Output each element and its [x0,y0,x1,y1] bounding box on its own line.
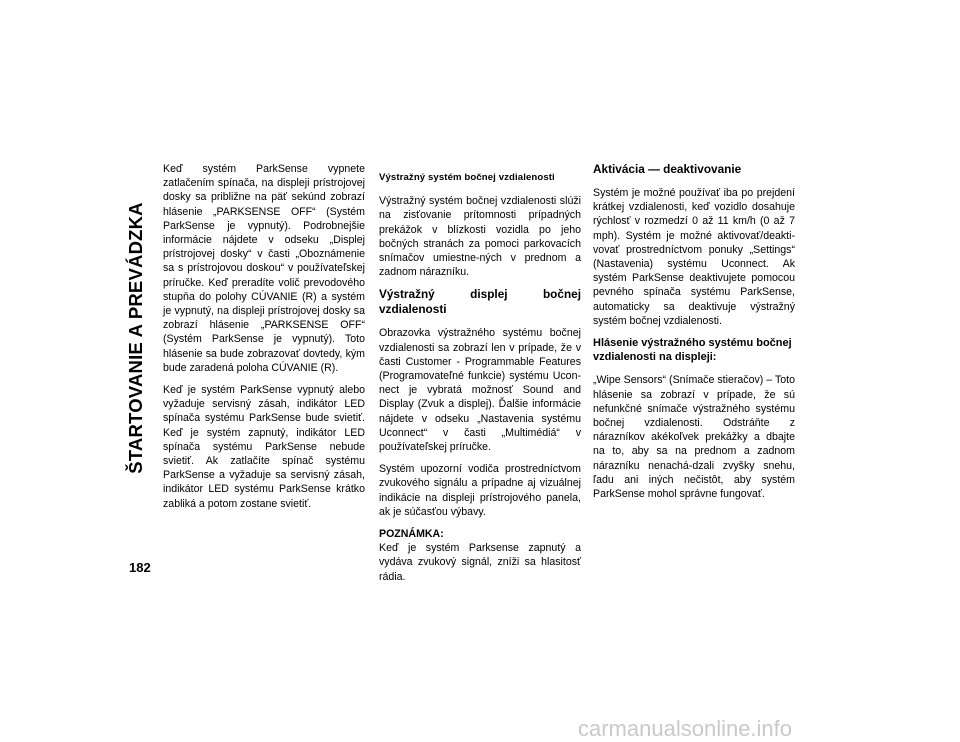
paragraph: „Wipe Sensors“ (Snímače stieračov) – Toto hlásenie sa zobrazí v prípade, že sú nefunkčné snímače výstražného systému bočnej vzdialenosti. Odstráňte z nárazníkov akékoľvek prekážky a dbajte na to, aby sa na prednom a zadnom nárazníku nenachá-dzali zvyšky snehu, ľadu ani iných nečistôt, aby systém ParkSense mohol správne fungovať. [593,374,795,501]
heading-display-message: Hlásenie výstražného systému bočnej vzdialenosti na displeji: [593,337,792,364]
paragraph: Keď je systém ParkSense vypnutý alebo vyžaduje servisný zásah, indikátor LED spínača systému ParkSense bude svietiť. Keď je systém zapnutý, indikátor LED spínača systému ParkSense nebude svietiť. Ak zatlačíte spínač systému ParkSense a vyžaduje sa servisný zásah, indikátor LED systému ParkSense krátko zabliká a potom zostane svietiť. [163,384,365,510]
note-text: Keď je systém Parksense zapnutý a vydáva zvukový signál, zníži sa hlasitosť rádia. [379,542,581,583]
section-side-tab [118,160,154,515]
paragraph: Keď systém ParkSense vypnete zatlačením spínača, na displeji prístrojovej dosky sa približne na päť sekúnd zobrazí hlásenie „PARKSENSE OFF“ (Systém ParkSense je vypnutý). Podrobnejšie informácie nájdete v odseku „Displej prístrojovej dosky“ v časti „Oboznámenie sa s prístrojovou doskou“ v používateľskej príručke. Keď preradíte volič prevodového stupňa do polohy CÚVANIE (R) a systém je vypnutý, na displeji prístrojovej dosky sa zobrazí hlásenie „PARKSENSE OFF“ (Systém ParkSense je vypnutý). Toto hlásenie sa bude zobrazovať dovtedy, kým bude zaradená poloha CÚVANIE (R). [163,163,365,374]
watermark: carmanualsonline.info [578,716,793,741]
column-middle [379,171,581,592]
column-right [593,162,795,509]
section-title: ŠTARTOVANIE A PREVÁDZKA [125,201,146,474]
heading-side-distance-display: Výstražný displej bočnej vzdialenosti [379,287,581,317]
heading-side-distance-warning: Výstražný systém bočnej vzdialenosti [379,172,555,183]
page-number: 182 [129,560,151,575]
heading-activation: Aktivácia — deaktivovanie [593,162,742,176]
column-left [163,162,365,519]
paragraph: Systém upozorní vodiča prostredníctvom zvukového signálu a prípadne aj vizuálnej indikácie na displeji prístrojového panela, ak je súčasťou výbavy. [379,463,581,518]
note [379,527,581,584]
paragraph: Obrazovka výstražného systému bočnej vzdialenosti sa zobrazí len v prípade, že v časti Customer - Programmable Features (Programovateľné funkcie) systému Ucon-nect je vybratá možnosť Sound and Display (Zvuk a displej). Ďalšie informácie nájdete v odseku „Nastavenia systému Uconnect“ v časti „Multimédiá“ v používateľskej príručke. [379,327,581,454]
paragraph: Systém je možné používať iba po prejdení krátkej vzdialenosti, keď vozidlo dosahuje rýchlosť v rozmedzí 0 až 11 km/h (0 až 7 mph). Systém je možné aktivovať/deakti-vovať prostredníctvom ponuky „Settings“ (Nastavenia) systému Uconnect. Ak systém ParkSense deaktivujete pomocou pevného spínača systému ParkSense, automaticky sa deaktivuje výstražný systém bočnej vzdialenosti. [593,187,795,327]
note-label: POZNÁMKA: [379,528,444,541]
paragraph: Výstražný systém bočnej vzdialenosti slúži na zisťovanie prítomnosti prípadných prekážok v blízkosti vozidla po jeho bočných stranách za pomoci parkovacích snímačov umiestne-ných v prednom a zadnom nárazníku. [379,195,581,279]
